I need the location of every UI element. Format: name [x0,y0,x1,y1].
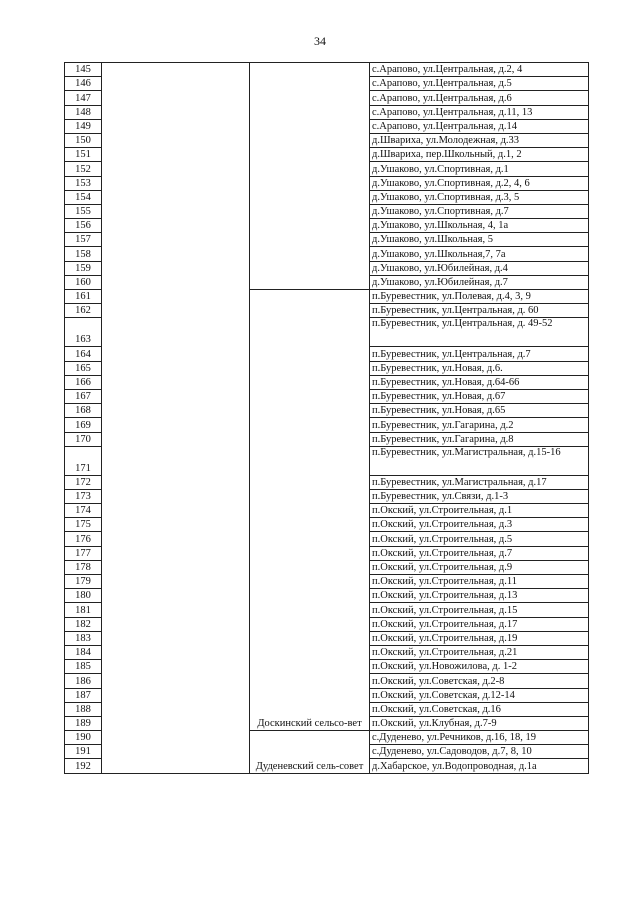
address-cell: с.Арапово, ул.Центральная, д.2, 4 [370,63,589,77]
row-number: 191 [65,745,102,759]
row-number: 187 [65,688,102,702]
row-number: 174 [65,504,102,518]
address-cell: п.Буревестник, ул.Гагарина, д.2 [370,418,589,432]
row-number: 161 [65,290,102,304]
address-cell: п.Буревестник, ул.Связи, д.1-3 [370,489,589,503]
row-number: 192 [65,759,102,773]
address-cell: с.Дуденево, ул.Садоводов, д.7, 8, 10 [370,745,589,759]
address-cell: д.Ушаково, ул.Спортивная, д.3, 5 [370,190,589,204]
address-cell: д.Ушаково, ул.Юбилейная, д.7 [370,275,589,289]
row-number: 168 [65,404,102,418]
row-number: 170 [65,432,102,446]
address-cell: п.Окский, ул.Советская, д.12-14 [370,688,589,702]
row-number: 165 [65,361,102,375]
address-cell: п.Окский, ул.Строительная, д.21 [370,645,589,659]
address-cell: п.Окский, ул.Советская, д.2-8 [370,674,589,688]
address-cell: п.Окский, ул.Строительная, д.1 [370,504,589,518]
address-cell: п.Буревестник, ул.Новая, д.67 [370,389,589,403]
address-cell: д.Ушаково, ул.Школьная, 4, 1а [370,219,589,233]
address-cell: п.Окский, ул.Строительная, д.5 [370,532,589,546]
row-number: 163 [65,318,102,347]
row-number: 180 [65,589,102,603]
address-cell: п.Буревестник, ул.Центральная, д. 60 [370,304,589,318]
address-cell: п.Окский, ул.Строительная, д.15 [370,603,589,617]
row-number: 184 [65,645,102,659]
address-cell: п.Окский, ул.Строительная, д.9 [370,560,589,574]
row-number: 153 [65,176,102,190]
row-number: 156 [65,219,102,233]
row-number: 152 [65,162,102,176]
row-number: 169 [65,418,102,432]
address-cell: д.Хабарское, ул.Водопроводная, д.1а [370,759,589,773]
address-cell: п.Окский, ул.Строительная, д.13 [370,589,589,603]
row-number: 149 [65,119,102,133]
row-number: 150 [65,133,102,147]
row-number: 148 [65,105,102,119]
council-cell-dudenevsky: Дуденевский сель-совет [250,731,370,774]
council-cell-doskinsky: Доскинский сельсо-вет [250,290,370,731]
table-body [65,63,589,774]
address-cell: с.Арапово, ул.Центральная, д.5 [370,77,589,91]
row-number: 176 [65,532,102,546]
row-number: 155 [65,204,102,218]
row-number: 172 [65,475,102,489]
row-number: 164 [65,347,102,361]
address-cell: п.Буревестник, ул.Центральная, д. 49-52 [370,318,589,347]
row-number: 185 [65,660,102,674]
address-cell: п.Буревестник, ул.Магистральная, д.15-16 [370,446,589,475]
row-number: 178 [65,560,102,574]
row-number: 159 [65,261,102,275]
row-number: 167 [65,389,102,403]
address-cell: д.Швариха, пер.Школьный, д.1, 2 [370,148,589,162]
address-cell: п.Окский, ул.Советская, д.16 [370,702,589,716]
address-cell: п.Окский, ул.Строительная, д.7 [370,546,589,560]
address-cell: п.Окский, ул.Клубная, д.7-9 [370,716,589,730]
page-number: 34 [314,34,326,48]
district-cell [102,63,250,774]
row-number: 175 [65,518,102,532]
address-cell: с.Арапово, ул.Центральная, д.11, 13 [370,105,589,119]
address-cell: п.Буревестник, ул.Новая, д.64-66 [370,375,589,389]
row-number: 186 [65,674,102,688]
address-cell: п.Буревестник, ул.Новая, д.65 [370,404,589,418]
row-number: 146 [65,77,102,91]
council-cell-continued [250,63,370,290]
row-number: 157 [65,233,102,247]
address-cell: п.Окский, ул.Строительная, д.3 [370,518,589,532]
row-number: 183 [65,631,102,645]
address-cell: п.Буревестник, ул.Новая, д.6. [370,361,589,375]
address-cell: п.Буревестник, ул.Гагарина, д.8 [370,432,589,446]
address-cell: д.Ушаково, ул.Школьная,7, 7а [370,247,589,261]
address-cell: п.Окский, ул.Строительная, д.19 [370,631,589,645]
address-cell: с.Дуденево, ул.Речников, д.16, 18, 19 [370,731,589,745]
row-number: 171 [65,446,102,475]
address-cell: д.Ушаково, ул.Спортивная, д.7 [370,204,589,218]
polling-addresses-table [64,62,589,774]
row-number: 166 [65,375,102,389]
address-cell: п.Окский, ул.Строительная, д.17 [370,617,589,631]
address-cell: п.Окский, ул.Строительная, д.11 [370,575,589,589]
row-number: 177 [65,546,102,560]
address-cell: д.Ушаково, ул.Спортивная, д.1 [370,162,589,176]
row-number: 189 [65,716,102,730]
row-number: 158 [65,247,102,261]
row-number: 188 [65,702,102,716]
table-row [65,63,589,77]
address-cell: п.Буревестник, ул.Центральная, д.7 [370,347,589,361]
row-number: 173 [65,489,102,503]
address-cell: с.Арапово, ул.Центральная, д.6 [370,91,589,105]
address-cell: д.Швариха, ул.Молодежная, д.33 [370,133,589,147]
row-number: 160 [65,275,102,289]
row-number: 151 [65,148,102,162]
row-number: 179 [65,575,102,589]
row-number: 147 [65,91,102,105]
address-cell: п.Буревестник, ул.Магистральная, д.17 [370,475,589,489]
row-number: 162 [65,304,102,318]
row-number: 145 [65,63,102,77]
address-cell: д.Ушаково, ул.Школьная, 5 [370,233,589,247]
address-cell: п.Окский, ул.Новожилова, д. 1-2 [370,660,589,674]
row-number: 190 [65,731,102,745]
row-number: 182 [65,617,102,631]
row-number: 181 [65,603,102,617]
address-cell: д.Ушаково, ул.Спортивная, д.2, 4, 6 [370,176,589,190]
address-cell: п.Буревестник, ул.Полевая, д.4, 3, 9 [370,290,589,304]
address-cell: д.Ушаково, ул.Юбилейная, д.4 [370,261,589,275]
address-cell: с.Арапово, ул.Центральная, д.14 [370,119,589,133]
row-number: 154 [65,190,102,204]
